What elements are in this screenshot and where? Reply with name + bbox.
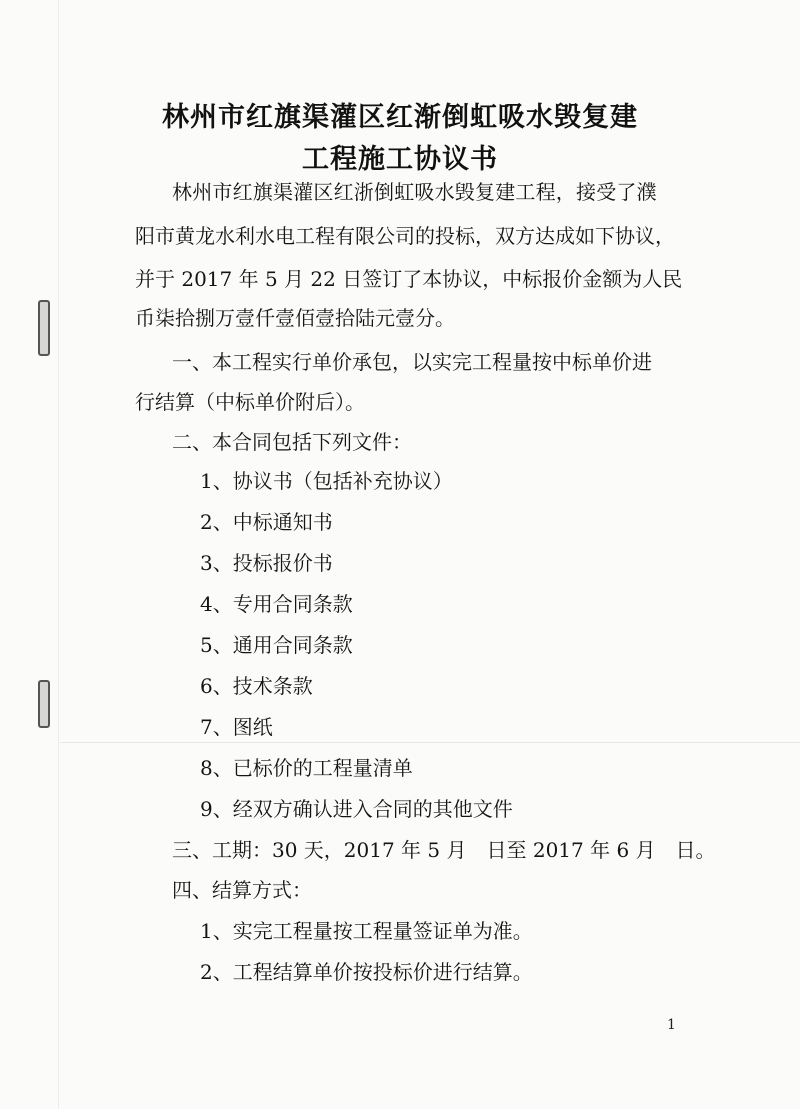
clause-2-item: 4、专用合同条款 [200, 592, 353, 616]
clause-2-item: 6、技术条款 [200, 674, 313, 698]
page-number: 1 [667, 1017, 676, 1033]
clause-2-item: 5、通用合同条款 [200, 633, 353, 657]
title-line-1: 林州市红旗渠灌区红渐倒虹吸水毁复建 [162, 102, 638, 133]
clause-2-heading: 二、本合同包括下列文件： [172, 430, 412, 454]
clause-1-line: 一、本工程实行单价承包，以实完工程量按中标单价进 [172, 350, 652, 374]
title-line-2: 工程施工协议书 [302, 144, 498, 175]
clause-4-item: 2、工程结算单价按投标价进行结算。 [200, 960, 533, 984]
clause-2-item: 1、协议书（包括补充协议） [200, 469, 453, 493]
intro-line: 币柒拾捌万壹仟壹佰壹拾陆元壹分。 [135, 306, 455, 330]
staple-mark [38, 300, 50, 356]
staple-mark [38, 680, 50, 728]
clause-1-line: 行结算（中标单价附后）。 [135, 390, 365, 414]
fold-line [60, 742, 800, 743]
intro-line: 并于 2017 年 5 月 22 日签订了本协议，中标报价金额为人民 [135, 267, 683, 291]
clause-2-item: 8、已标价的工程量清单 [200, 756, 413, 780]
clause-4-heading: 四、结算方式： [172, 878, 312, 902]
clause-2-item: 3、投标报价书 [200, 551, 333, 575]
clause-2-item: 9、经双方确认进入合同的其他文件 [200, 797, 513, 821]
clause-2-item: 7、图纸 [200, 715, 273, 739]
intro-line: 林州市红旗渠灌区红浙倒虹吸水毁复建工程，接受了濮 [172, 180, 657, 204]
clause-4-item: 1、实完工程量按工程量签证单为准。 [200, 919, 533, 943]
intro-line: 阳市黄龙水利水电工程有限公司的投标，双方达成如下协议， [135, 224, 675, 248]
clause-3-line: 三、工期：30 天，2017 年 5 月 日至 2017 年 6 月 日。 [172, 838, 716, 862]
clause-2-item: 2、中标通知书 [200, 510, 333, 534]
